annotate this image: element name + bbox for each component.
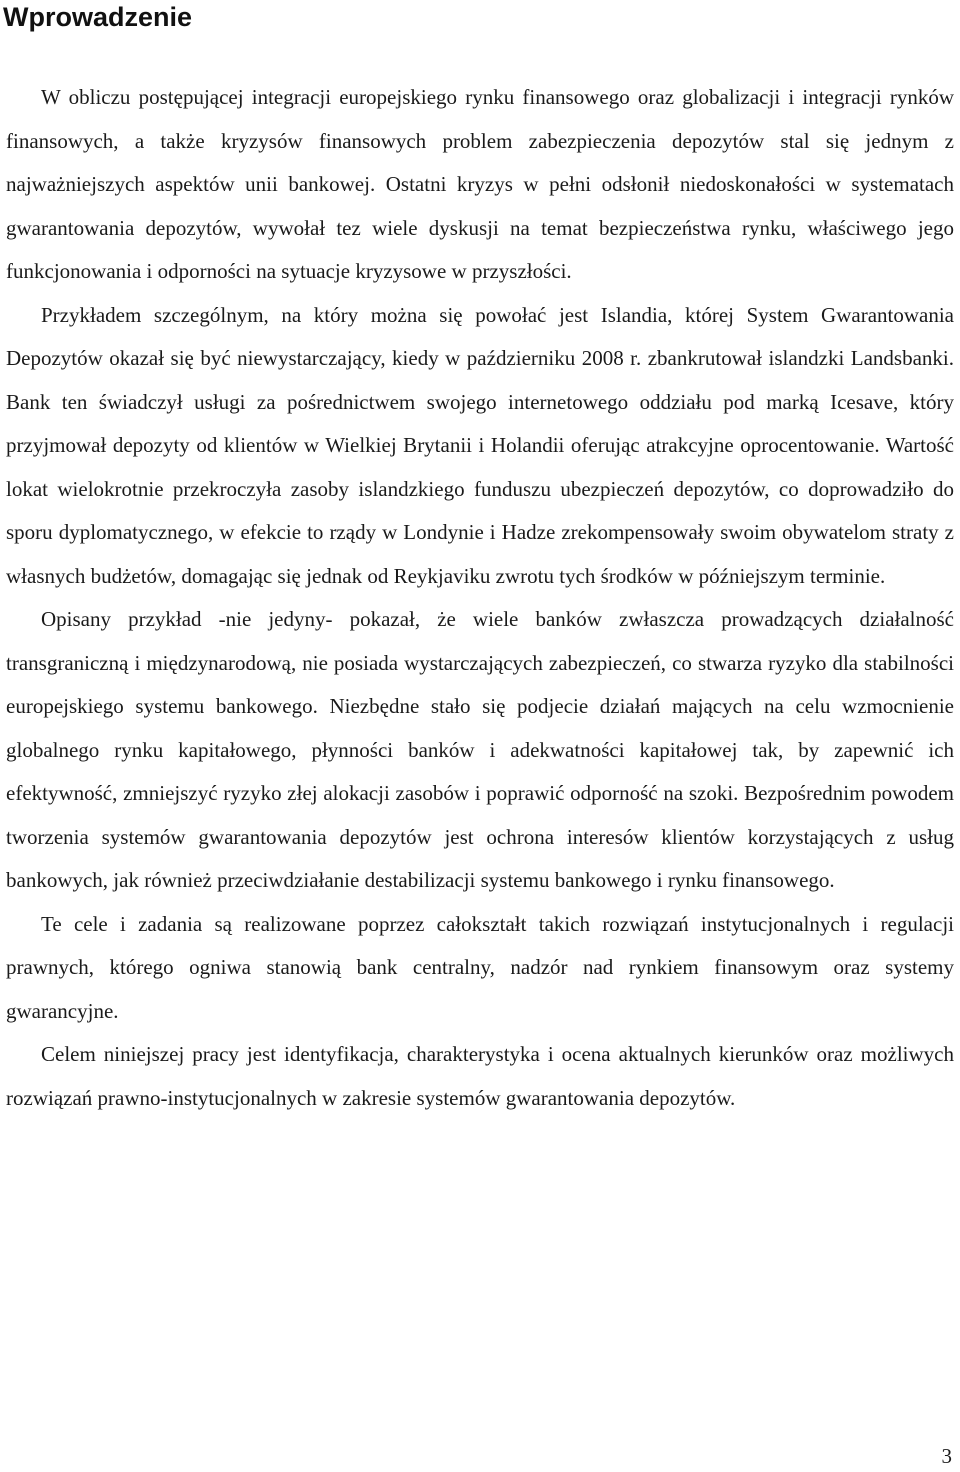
paragraph-institutional-framework: Te cele i zadania są realizowane poprzez całokształt takich rozwiązań instytucjonalnych i regulacji prawnych, którego ogniwa stanowią bank centralny, nadzór nad rynkiem finansowym oraz systemy gwarancyjne. [6, 911, 954, 1023]
body-text [6, 76, 954, 1120]
section-title: Wprowadzenie [3, 2, 193, 32]
paragraph-intro: W obliczu postępującej integracji europejskiego rynku finansowego oraz globalizacji i integracji rynków finansowych, a także kryzysów finansowych problem zabezpieczenia depozytów stal się jednym z najważniejszych aspektów unii bankowej. Ostatni kryzys w pełni odsłonił niedoskonałości w systematach gwarantowania depozytów, wywołał tez wiele dyskusji na temat bezpieczeństwa rynku, właściwego jego funkcjonowania i odporności na sytuacje kryzysowe w przyszłości. [6, 85, 954, 283]
paragraph-thesis-aim: Celem niniejszej pracy jest identyfikacja, charakterystyka i ocena aktualnych kierunków oraz możliwych rozwiązań prawno-instytucjonalnych w zakresie systemów gwarantowania depozytów. [6, 1042, 954, 1110]
paragraph-cross-border-risk: Opisany przykład -nie jedyny- pokazał, że wiele banków zwłaszcza prowadzących działalność transgraniczną i międzynarodową, nie posiada wystarczających zabezpieczeń, co stwarza ryzyko dla stabilności europejskiego systemu bankowego. Niezbędne stało się podjecie działań mających na celu wzmocnienie globalnego rynku kapitałowego, płynności banków i adekwatności kapitałowej tak, by zapewnić ich efektywność, zmniejszyć ryzyko złej alokacji zasobów i poprawić odporność na szoki. Bezpośrednim powodem tworzenia systemów gwarantowania depozytów jest ochrona interesów klientów korzystających z usług bankowych, jak również przeciwdziałanie destabilizacji systemu bankowego i rynku finansowego. [6, 607, 954, 892]
paragraph-iceland-example: Przykładem szczególnym, na który można się powołać jest Islandia, której System Gwarantowania Depozytów okazał się być niewystarczający, kiedy w październiku 2008 r. zbankrutował islandzki Landsbanki. Bank ten świadczył usługi za pośrednictwem swojego internetowego oddziału pod marką Icesave, który przyjmował depozyty od klientów w Wielkiej Brytanii i Holandii oferując atrakcyjne oprocentowanie. Wartość lokat wielokrotnie przekroczyła zasoby islandzkiego funduszu ubezpieczeń depozytów, co doprowadziło do sporu dyplomatycznego, w efekcie to rządy w Londynie i Hadze zrekompensowały swoim obywatelom straty z własnych budżetów, domagając się jednak od Reykjaviku zwrotu tych środków w późniejszym terminie. [6, 302, 954, 588]
page-number: 3 [941, 1444, 952, 1468]
